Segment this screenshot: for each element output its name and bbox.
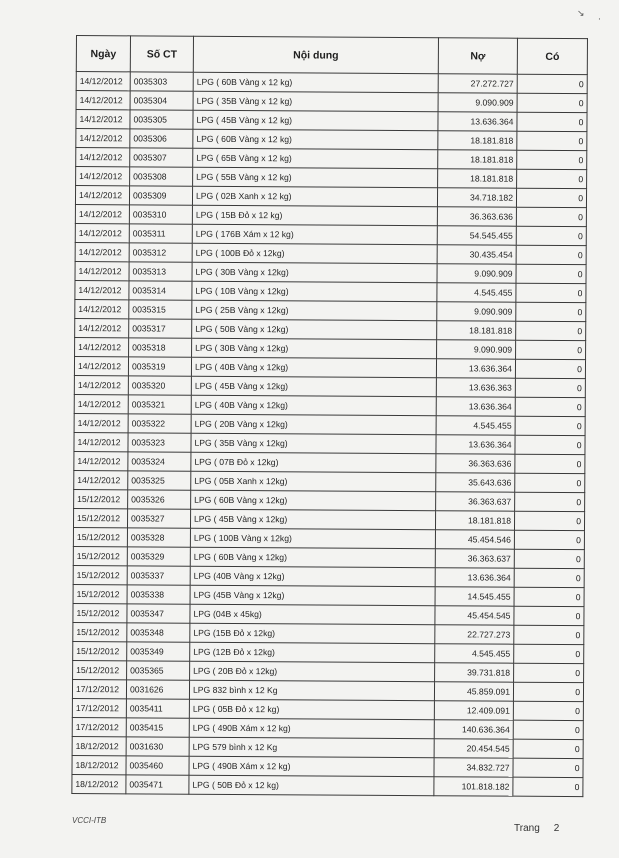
cell-doc-no: 0035323	[128, 433, 191, 452]
cell-date: 14/12/2012	[74, 356, 128, 375]
cell-date: 14/12/2012	[74, 470, 128, 489]
cell-debit: 18.181.818	[438, 150, 517, 169]
cell-credit: 0	[515, 378, 585, 397]
cell-doc-no: 0035322	[128, 414, 191, 433]
cell-credit: 0	[513, 701, 583, 720]
cell-debit: 13.636.363	[436, 378, 515, 397]
cell-credit: 0	[515, 397, 585, 416]
cell-credit: 0	[515, 492, 585, 511]
cell-credit: 0	[516, 207, 586, 226]
cell-doc-no: 0035318	[129, 338, 192, 357]
cell-doc-no: 0035321	[128, 395, 191, 414]
cell-debit: 45.454.546	[435, 530, 514, 549]
header-debit: Nợ	[438, 38, 517, 74]
cell-doc-no: 0035305	[130, 110, 193, 129]
cell-doc-no: 0035303	[130, 72, 193, 91]
cell-credit: 0	[517, 74, 587, 93]
cell-description: LPG ( 60B Vàng x 12 kg)	[193, 129, 438, 149]
cell-debit: 36.363.637	[435, 549, 514, 568]
cell-credit: 0	[513, 758, 583, 777]
cell-date: 15/12/2012	[73, 603, 127, 622]
cell-credit: 0	[514, 644, 584, 663]
cell-description: LPG ( 60B Vàng x 12kg)	[190, 547, 435, 567]
cell-description: LPG (04B x 45kg)	[190, 604, 435, 624]
cell-debit: 12.409.091	[434, 701, 513, 720]
page-indicator	[514, 823, 559, 834]
cell-debit: 9.090.909	[437, 264, 516, 283]
cell-description: LPG ( 35B Vàng x 12kg)	[191, 433, 436, 453]
cell-credit: 0	[516, 302, 586, 321]
cell-description: LPG ( 40B Vàng x 12kg)	[191, 357, 436, 377]
header-description: Nội dung	[193, 36, 438, 73]
cell-description: LPG ( 45B Vàng x 12kg)	[190, 509, 435, 529]
cell-credit: 0	[516, 226, 586, 245]
page-number: 2	[553, 823, 560, 834]
cell-debit: 14.545.455	[435, 587, 514, 606]
cell-debit: 13.636.364	[435, 568, 514, 587]
cell-credit: 0	[514, 530, 584, 549]
cell-credit: 0	[513, 739, 583, 758]
cell-credit: 0	[513, 720, 583, 739]
cell-doc-no: 0035326	[128, 490, 191, 509]
cell-description: LPG (15B Đỏ x 12kg)	[190, 623, 435, 643]
cell-date: 14/12/2012	[76, 91, 130, 110]
cell-date: 14/12/2012	[74, 451, 128, 470]
ledger-body	[72, 72, 587, 797]
cell-credit: 0	[515, 435, 585, 454]
cell-date: 14/12/2012	[76, 129, 130, 148]
scan-mark-icon: ↘	[577, 8, 585, 18]
cell-credit: 0	[516, 264, 586, 283]
cell-description: LPG ( 65B Vàng x 12 kg)	[193, 148, 438, 168]
cell-credit: 0	[516, 283, 586, 302]
cell-credit: 0	[517, 169, 587, 188]
cell-date: 18/12/2012	[72, 774, 126, 793]
cell-credit: 0	[515, 416, 585, 435]
cell-description: LPG ( 50B Vàng x 12kg)	[192, 319, 437, 339]
cell-credit: 0	[516, 340, 586, 359]
cell-description: LPG ( 20B Đỏ x 12kg)	[190, 661, 435, 681]
cell-debit: 9.090.909	[438, 93, 517, 112]
cell-credit: 0	[515, 454, 585, 473]
cell-description: LPG ( 30B Vàng x 12kg)	[192, 338, 437, 358]
cell-debit: 18.181.818	[438, 131, 517, 150]
cell-debit: 13.636.364	[438, 112, 517, 131]
cell-debit: 36.363.637	[436, 492, 515, 511]
cell-credit: 0	[514, 606, 584, 625]
cell-doc-no: 0035349	[127, 642, 190, 661]
cell-debit: 45.454.545	[435, 606, 514, 625]
cell-date: 14/12/2012	[74, 432, 128, 451]
cell-date: 18/12/2012	[72, 755, 126, 774]
cell-debit: 18.181.818	[435, 511, 514, 530]
cell-description: LPG ( 490B Xám x 12 kg)	[189, 756, 434, 776]
cell-debit: 36.363.636	[436, 454, 515, 473]
cell-debit: 35.643.636	[436, 473, 515, 492]
cell-date: 14/12/2012	[75, 280, 129, 299]
cell-credit: 0	[514, 549, 584, 568]
cell-debit: 30.435.454	[437, 245, 516, 264]
cell-debit: 39.731.818	[435, 663, 514, 682]
cell-date: 14/12/2012	[75, 261, 129, 280]
cell-description: LPG ( 55B Vàng x 12 kg)	[193, 167, 438, 187]
cell-debit: 140.636.364	[434, 720, 513, 739]
cell-doc-no: 0035411	[126, 699, 189, 718]
cell-doc-no: 0035319	[128, 357, 191, 376]
cell-date: 14/12/2012	[74, 413, 128, 432]
cell-date: 14/12/2012	[76, 148, 130, 167]
cell-date: 15/12/2012	[74, 489, 128, 508]
cell-doc-no: 0035311	[129, 224, 192, 243]
cell-date: 15/12/2012	[73, 527, 127, 546]
ledger-table	[71, 35, 588, 797]
cell-date: 17/12/2012	[72, 717, 126, 736]
cell-credit: 0	[514, 511, 584, 530]
cell-date: 14/12/2012	[76, 72, 130, 91]
cell-description: LPG ( 20B Vàng x 12kg)	[191, 414, 436, 434]
cell-doc-no: 0035338	[127, 585, 190, 604]
cell-doc-no: 0035304	[130, 91, 193, 110]
cell-description: LPG ( 07B Đỏ x 12kg)	[191, 452, 436, 472]
header-credit: Có	[517, 38, 587, 74]
cell-doc-no: 0035365	[127, 661, 190, 680]
cell-doc-no: 0035313	[129, 262, 192, 281]
cell-doc-no: 0035471	[126, 775, 189, 794]
cell-date: 17/12/2012	[72, 698, 126, 717]
cell-debit: 13.636.364	[436, 435, 515, 454]
cell-description: LPG ( 05B Xanh x 12kg)	[191, 471, 436, 491]
cell-date: 15/12/2012	[73, 660, 127, 679]
cell-credit: 0	[517, 150, 587, 169]
cell-doc-no: 0035325	[128, 471, 191, 490]
cell-debit: 9.090.909	[437, 340, 516, 359]
cell-description: LPG ( 60B Vàng x 12 kg)	[193, 72, 438, 92]
cell-doc-no: 0035324	[128, 452, 191, 471]
cell-credit: 0	[513, 682, 583, 701]
cell-debit: 27.272.727	[438, 74, 517, 93]
header-row	[76, 36, 587, 75]
cell-date: 15/12/2012	[73, 584, 127, 603]
cell-doc-no: 0035317	[129, 319, 192, 338]
cell-credit: 0	[516, 245, 586, 264]
cell-debit: 20.454.545	[434, 739, 513, 758]
cell-debit: 36.363.636	[437, 207, 516, 226]
cell-doc-no: 0035460	[126, 756, 189, 775]
cell-doc-no: 0035348	[127, 623, 190, 642]
cell-description: LPG ( 35B Vàng x 12 kg)	[193, 91, 438, 111]
cell-debit: 4.545.455	[436, 416, 515, 435]
footer-note: VCCI-ITB	[72, 816, 107, 825]
cell-doc-no: 0035315	[129, 300, 192, 319]
cell-doc-no: 0035306	[130, 129, 193, 148]
cell-description: LPG ( 15B Đỏ x 12 kg)	[192, 205, 437, 225]
cell-description: LPG ( 60B Vàng x 12kg)	[191, 490, 436, 510]
cell-debit: 101.818.182	[434, 777, 513, 796]
cell-doc-no: 0035327	[127, 509, 190, 528]
cell-doc-no: 0035312	[129, 243, 192, 262]
cell-debit: 9.090.909	[437, 302, 516, 321]
cell-date: 14/12/2012	[74, 394, 128, 413]
cell-doc-no: 0035328	[127, 528, 190, 547]
cell-doc-no: 0035329	[127, 547, 190, 566]
cell-date: 15/12/2012	[73, 565, 127, 584]
cell-debit: 13.636.364	[436, 397, 515, 416]
cell-description: LPG (12B Đỏ x 12kg)	[190, 642, 435, 662]
cell-debit: 13.636.364	[436, 359, 515, 378]
cell-description: LPG ( 05B Đỏ x 12 kg)	[189, 699, 434, 719]
cell-description: LPG ( 176B Xám x 12 kg)	[192, 224, 437, 244]
cell-date: 17/12/2012	[72, 679, 126, 698]
table-row	[72, 774, 583, 796]
cell-date: 15/12/2012	[73, 641, 127, 660]
header-date: Ngày	[76, 36, 130, 72]
cell-date: 14/12/2012	[75, 242, 129, 261]
cell-date: 14/12/2012	[75, 223, 129, 242]
cell-description: LPG ( 100B Vàng x 12kg)	[190, 528, 435, 548]
cell-description: LPG (40B Vàng x 12kg)	[190, 566, 435, 586]
cell-date: 14/12/2012	[76, 110, 130, 129]
cell-doc-no: 0035320	[128, 376, 191, 395]
cell-date: 14/12/2012	[75, 299, 129, 318]
cell-credit: 0	[517, 112, 587, 131]
cell-date: 15/12/2012	[73, 622, 127, 641]
cell-doc-no: 0035307	[130, 148, 193, 167]
ledger-header	[76, 36, 587, 75]
cell-credit: 0	[513, 777, 583, 796]
cell-debit: 45.859.091	[434, 682, 513, 701]
cell-description: LPG ( 25B Vàng x 12kg)	[192, 300, 437, 320]
cell-doc-no: 0031630	[126, 737, 189, 756]
header-doc-no: Số CT	[130, 36, 193, 72]
cell-description: LPG 579 bình x 12 Kg	[189, 737, 434, 757]
cell-description: LPG ( 490B Xám x 12 kg)	[189, 718, 434, 738]
cell-description: LPG ( 45B Vàng x 12kg)	[191, 376, 436, 396]
cell-description: LPG ( 50B Đỏ x 12 kg)	[189, 775, 434, 795]
cell-date: 15/12/2012	[73, 508, 127, 527]
cell-debit: 22.727.273	[435, 625, 514, 644]
scan-mark-icon: ‧	[598, 14, 601, 24]
cell-debit: 54.545.455	[437, 226, 516, 245]
cell-credit: 0	[514, 568, 584, 587]
cell-description: LPG ( 45B Vàng x 12 kg)	[193, 110, 438, 130]
cell-date: 14/12/2012	[75, 318, 129, 337]
cell-debit: 18.181.818	[437, 321, 516, 340]
cell-doc-no: 0035309	[129, 186, 192, 205]
cell-credit: 0	[515, 359, 585, 378]
cell-doc-no: 0035347	[127, 604, 190, 623]
cell-date: 14/12/2012	[75, 186, 129, 205]
cell-date: 14/12/2012	[76, 167, 130, 186]
cell-credit: 0	[515, 473, 585, 492]
cell-date: 15/12/2012	[73, 546, 127, 565]
cell-debit: 34.718.182	[437, 188, 516, 207]
cell-debit: 18.181.818	[438, 169, 517, 188]
cell-credit: 0	[514, 663, 584, 682]
cell-date: 14/12/2012	[74, 375, 128, 394]
cell-doc-no: 0035314	[129, 281, 192, 300]
cell-doc-no: 0035415	[126, 718, 189, 737]
cell-credit: 0	[516, 188, 586, 207]
cell-description: LPG (45B Vàng x 12kg)	[190, 585, 435, 605]
cell-description: LPG ( 40B Vàng x 12kg)	[191, 395, 436, 415]
cell-credit: 0	[514, 587, 584, 606]
cell-credit: 0	[517, 131, 587, 150]
cell-description: LPG 832 bình x 12 Kg	[189, 680, 434, 700]
page-label: Trang	[514, 823, 540, 834]
cell-date: 18/12/2012	[72, 736, 126, 755]
cell-debit: 4.545.455	[435, 644, 514, 663]
cell-doc-no: 0035308	[130, 167, 193, 186]
cell-description: LPG ( 100B Đỏ x 12kg)	[192, 243, 437, 263]
cell-credit: 0	[514, 625, 584, 644]
cell-doc-no: 0035337	[127, 566, 190, 585]
cell-date: 14/12/2012	[75, 204, 129, 223]
cell-description: LPG ( 10B Vàng x 12kg)	[192, 281, 437, 301]
cell-credit: 0	[516, 321, 586, 340]
cell-description: LPG ( 02B Xanh x 12 kg)	[192, 186, 437, 206]
cell-doc-no: 0031626	[126, 680, 189, 699]
cell-doc-no: 0035310	[129, 205, 192, 224]
cell-debit: 34.832.727	[434, 758, 513, 777]
cell-description: LPG ( 30B Vàng x 12kg)	[192, 262, 437, 282]
cell-credit: 0	[517, 93, 587, 112]
cell-debit: 4.545.455	[437, 283, 516, 302]
cell-date: 14/12/2012	[75, 337, 129, 356]
